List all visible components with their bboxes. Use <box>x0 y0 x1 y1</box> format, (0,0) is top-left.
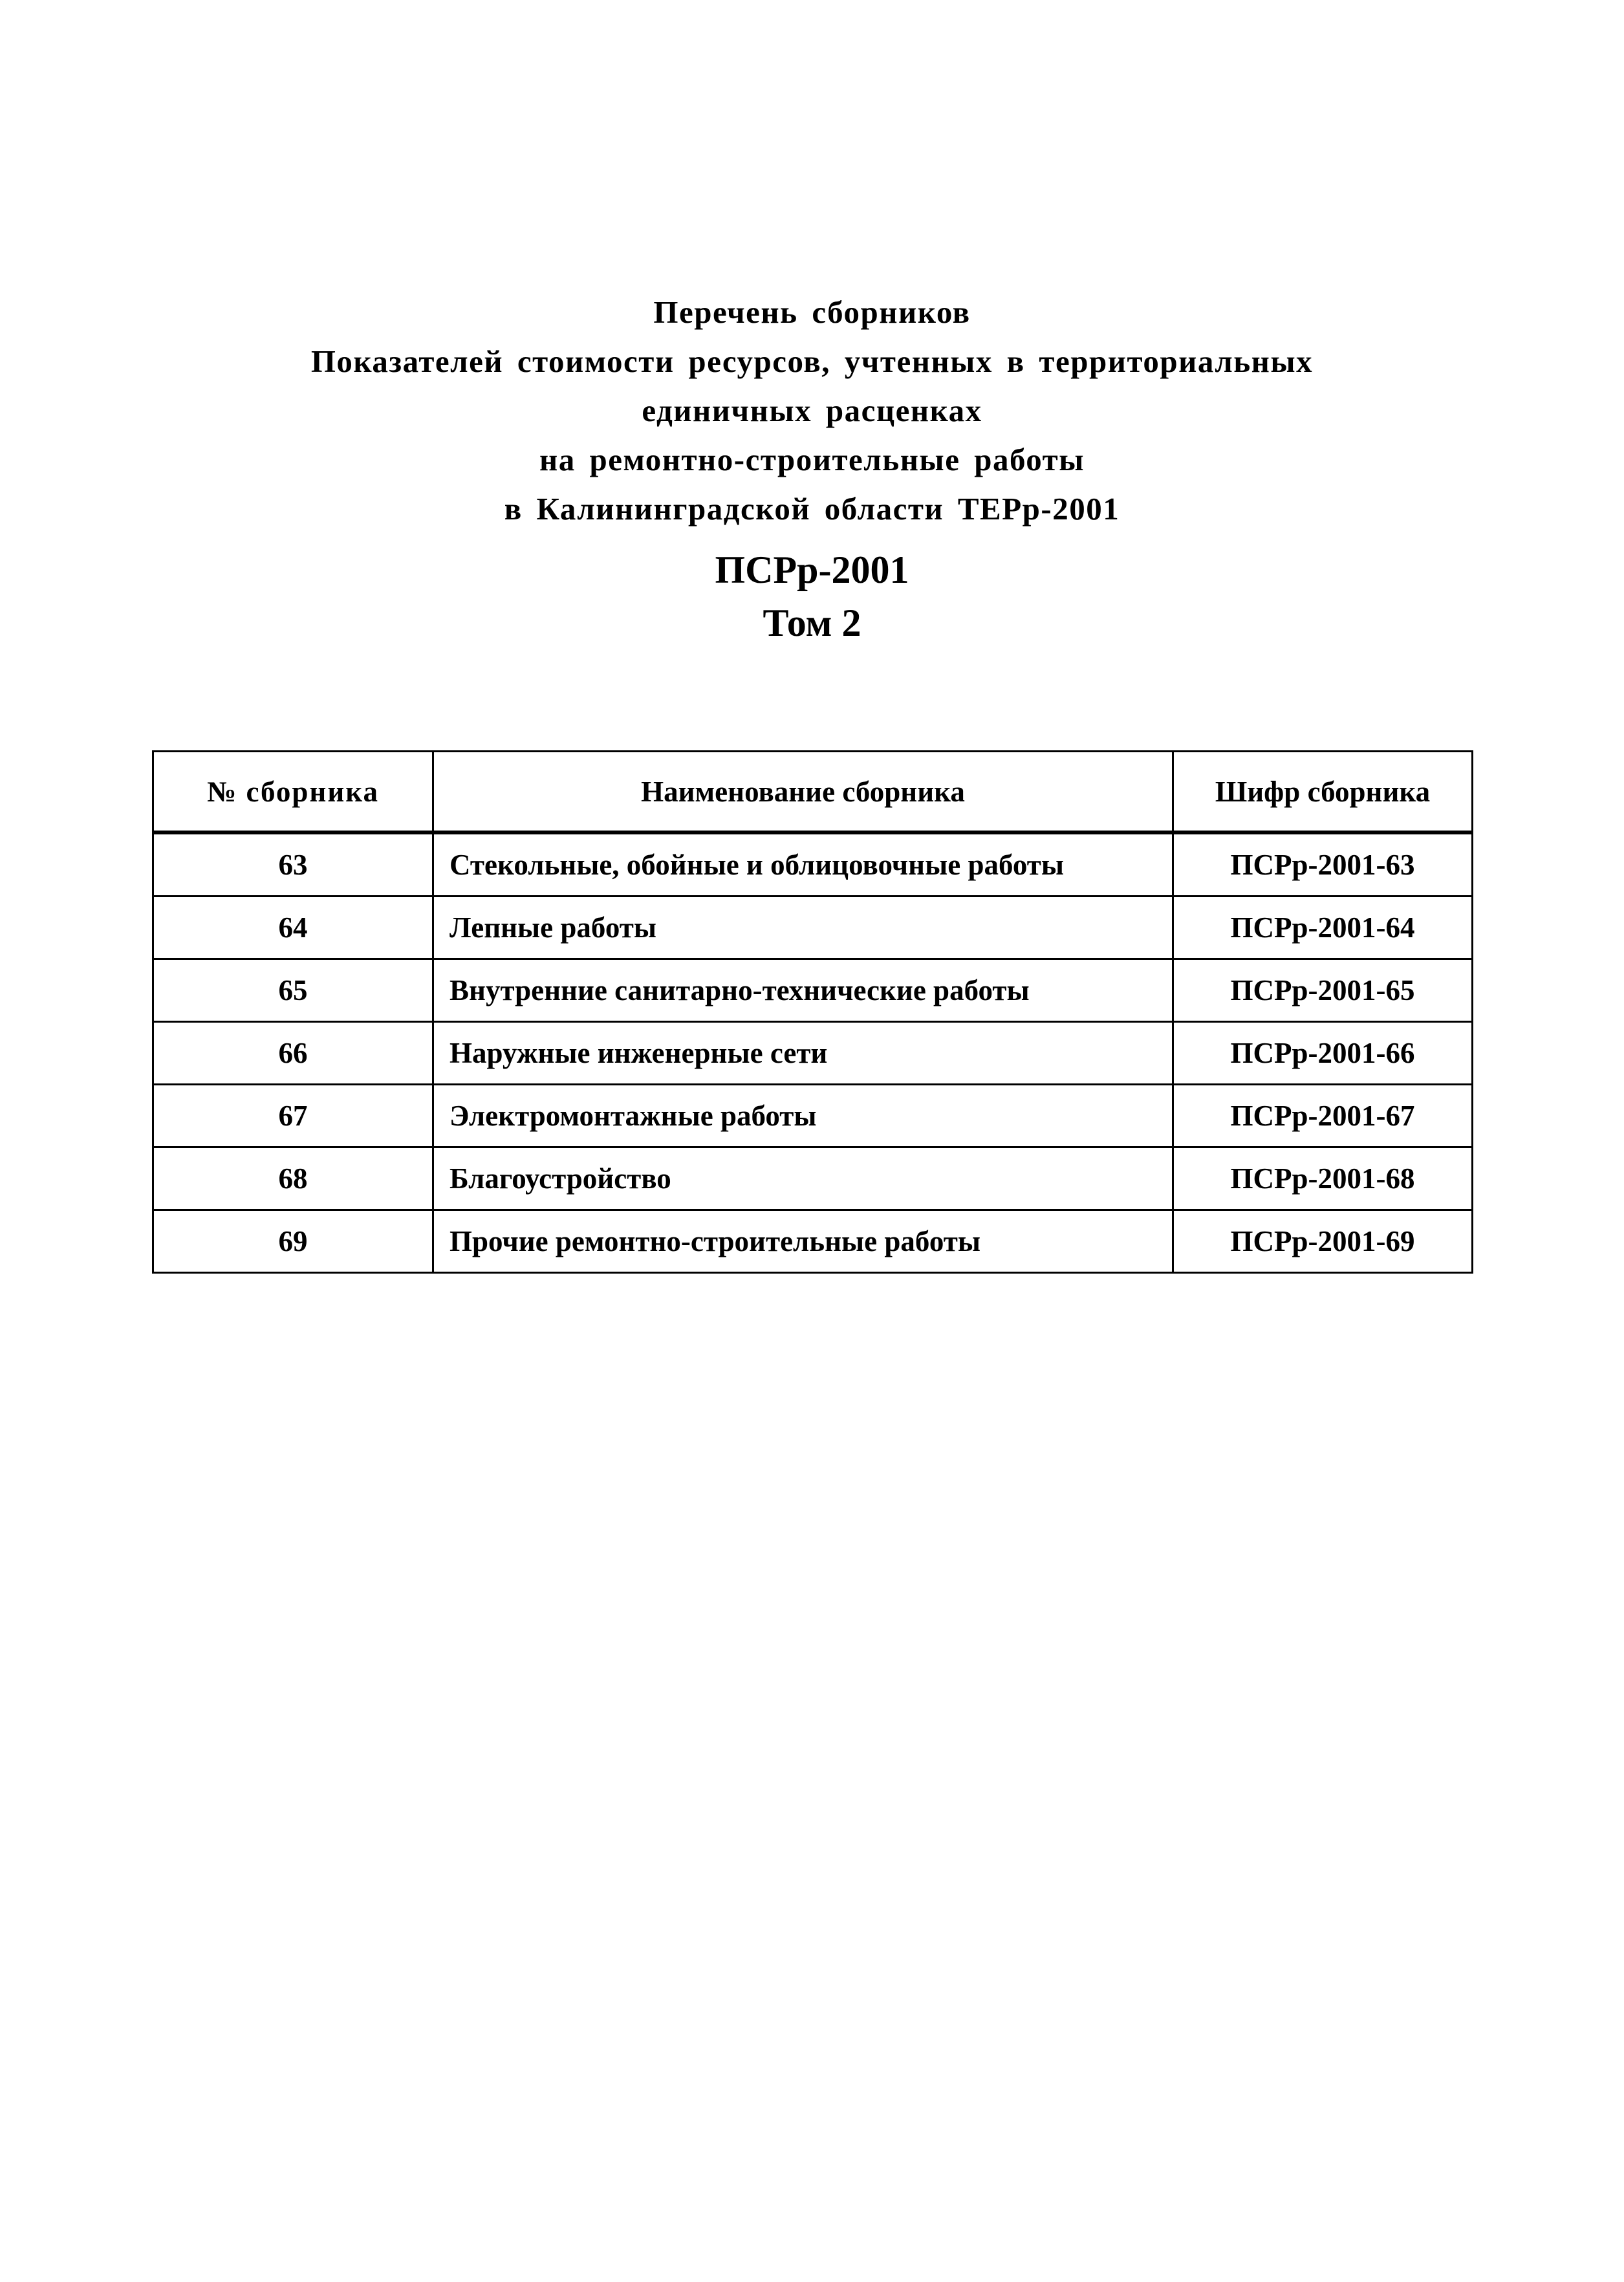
column-header-number: № сборника <box>153 752 433 833</box>
collection-number: 63 <box>153 832 433 896</box>
collection-name: Стекольные, обойные и облицовочные работы <box>433 832 1173 896</box>
collection-number: 66 <box>153 1022 433 1085</box>
collection-code: ПСРр-2001-63 <box>1173 832 1473 896</box>
collection-code: ПСРр-2001-64 <box>1173 896 1473 959</box>
collection-name: Наружные инженерные сети <box>433 1022 1173 1085</box>
collection-code-heading: ПСРр-2001 <box>715 549 909 591</box>
table-header-row <box>153 752 1473 833</box>
collections-table <box>152 750 1473 1274</box>
title-line: Перечень сборников <box>653 294 971 330</box>
collection-name: Благоустройство <box>433 1147 1173 1210</box>
column-header-code: Шифр сборника <box>1173 752 1473 833</box>
volume-heading: Том 2 <box>763 602 861 644</box>
collection-number: 64 <box>153 896 433 959</box>
title-line: в Калининградской области ТЕРр-2001 <box>504 491 1120 527</box>
title-line: единичных расценках <box>642 393 982 428</box>
collection-name: Электромонтажные работы <box>433 1085 1173 1147</box>
title-line: Показателей стоимости ресурсов, учтенных в территориальных <box>310 343 1314 379</box>
collection-code: ПСРр-2001-69 <box>1173 1210 1473 1273</box>
collection-code: ПСРр-2001-66 <box>1173 1022 1473 1085</box>
table-row <box>153 1210 1473 1273</box>
collection-name: Внутренние санитарно-технические работы <box>433 959 1173 1022</box>
table-row <box>153 1147 1473 1210</box>
collection-name: Прочие ремонтно-строительные работы <box>433 1210 1173 1273</box>
document-subtitle <box>0 543 1624 649</box>
collection-number: 65 <box>153 959 433 1022</box>
collection-number: 68 <box>153 1147 433 1210</box>
table-row <box>153 1022 1473 1085</box>
collection-number: 67 <box>153 1085 433 1147</box>
collection-code: ПСРр-2001-68 <box>1173 1147 1473 1210</box>
collection-name: Лепные работы <box>433 896 1173 959</box>
column-header-name: Наименование сборника <box>433 752 1173 833</box>
table-row <box>153 832 1473 896</box>
collection-code: ПСРр-2001-67 <box>1173 1085 1473 1147</box>
table-row <box>153 1085 1473 1147</box>
table-row <box>153 959 1473 1022</box>
collection-number: 69 <box>153 1210 433 1273</box>
table-row <box>153 896 1473 959</box>
collection-code: ПСРр-2001-65 <box>1173 959 1473 1022</box>
title-line: на ремонтно-строительные работы <box>539 442 1085 477</box>
document-title <box>0 288 1624 534</box>
